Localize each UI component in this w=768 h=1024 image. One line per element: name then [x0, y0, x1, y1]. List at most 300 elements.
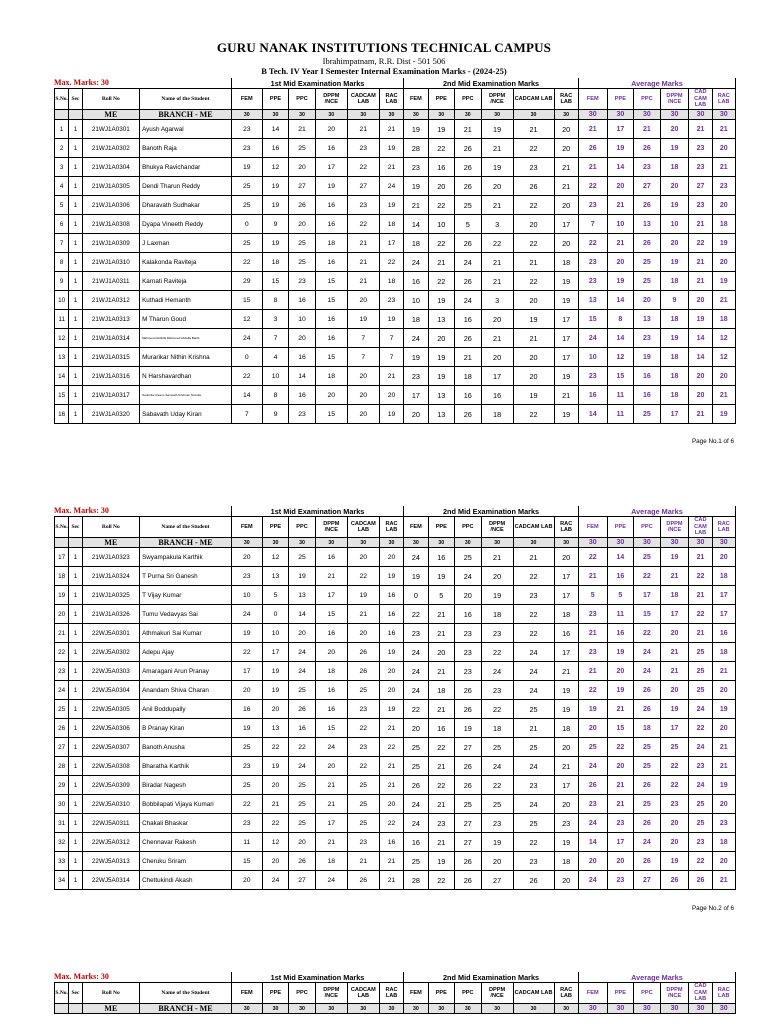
mid2-mark-cell: 24	[513, 795, 554, 814]
marks-table	[54, 506, 736, 890]
average-mark-cell: 24	[634, 833, 661, 852]
roll-cell: 22WJ5A0306	[82, 719, 139, 738]
mid1-mark-cell: 19	[231, 719, 262, 738]
average-mark-cell: 18	[712, 215, 735, 234]
average-mark-cell: 25	[634, 272, 661, 291]
mid2-mark-cell: 20	[513, 367, 554, 386]
average-mark-cell: 22	[634, 567, 661, 586]
average-mark-cell: 26	[634, 814, 661, 833]
mid2-mark-cell: 21	[554, 386, 578, 405]
mid2-mark-cell: 25	[404, 738, 428, 757]
mid1-mark-cell: 25	[289, 814, 316, 833]
mid2-mark-cell: 22	[513, 605, 554, 624]
max-mark-cell: 30	[231, 110, 262, 120]
max-mark-cell: 30	[455, 110, 482, 120]
student-name-cell: T Vijay Kumar	[140, 586, 232, 605]
sno-cell: 26	[55, 719, 69, 738]
mid2-mark-cell: 23	[404, 624, 428, 643]
average-mark-cell: 20	[689, 291, 712, 310]
mid2-mark-cell: 22	[428, 196, 455, 215]
mid2-mark-cell: 27	[455, 814, 482, 833]
max-mark-cell: 30	[347, 110, 379, 120]
mid1-mark-cell: 25	[289, 253, 316, 272]
col-dppm-avg: DPPM /NCE	[660, 89, 689, 110]
roll-cell: 21WJ1A0308	[82, 215, 139, 234]
mid2-mark-cell: 26	[455, 139, 482, 158]
branch-code: ME	[82, 538, 139, 548]
mid1-mark-cell: 25	[347, 795, 379, 814]
sec-cell: 1	[69, 234, 82, 253]
max-mark-cell: 30	[481, 1004, 513, 1014]
mid1-mark-cell: 7	[379, 329, 403, 348]
average-mark-cell: 21	[689, 120, 712, 139]
average-mark-cell: 22	[689, 605, 712, 624]
mid1-mark-cell: 21	[379, 367, 403, 386]
mid1-mark-cell: 25	[289, 776, 316, 795]
max-mark-cell: 30	[428, 1004, 455, 1014]
page-number-label: Page No.2 of 6	[691, 905, 734, 912]
header-spacer	[55, 78, 232, 89]
col-cadcam-avg: CAD CAM LAB	[689, 517, 712, 538]
branch-spacer	[55, 538, 69, 548]
mid1-mark-cell: 20	[262, 700, 289, 719]
mid2-mark-cell: 22	[481, 234, 513, 253]
average-mark-cell: 26	[578, 776, 607, 795]
average-mark-cell: 8	[607, 310, 634, 329]
mid1-mark-cell: 24	[379, 177, 403, 196]
mid1-mark-cell: 20	[289, 329, 316, 348]
mid2-mark-cell: 17	[554, 348, 578, 367]
student-name-cell: Nuduzila Greenu Sampath Krishnan Nuzulla	[140, 386, 232, 405]
col-ppe-mid1: PPE	[262, 983, 289, 1004]
student-name-cell: Murarikar Nithin Krishna	[140, 348, 232, 367]
average-mark-cell: 20	[660, 814, 689, 833]
student-name-cell: Mahmood Abdulla Mahmood Abdulla Bakhi	[140, 329, 232, 348]
average-mark-cell: 14	[607, 291, 634, 310]
mid2-mark-cell: 17	[481, 367, 513, 386]
col-fem-avg: FEM	[578, 983, 607, 1004]
mid2-mark-cell: 5	[428, 586, 455, 605]
average-mark-cell: 24	[689, 738, 712, 757]
mid2-group-header: 2nd Mid Examination Marks	[404, 972, 579, 983]
mid1-mark-cell: 24	[262, 871, 289, 890]
mid1-mark-cell: 22	[262, 738, 289, 757]
mid2-mark-cell: 20	[428, 177, 455, 196]
roll-cell: 21WJ1A0326	[82, 605, 139, 624]
average-mark-cell: 27	[689, 177, 712, 196]
mid1-mark-cell: 15	[315, 272, 347, 291]
mid1-mark-cell: 20	[231, 871, 262, 890]
mid1-mark-cell: 24	[315, 871, 347, 890]
mid1-mark-cell: 19	[262, 757, 289, 776]
mid2-mark-cell: 21	[481, 139, 513, 158]
average-mark-cell: 25	[634, 405, 661, 424]
col-name: Name of the Student	[140, 983, 232, 1004]
mid1-mark-cell: 21	[262, 795, 289, 814]
max-mark-cell: 30	[513, 538, 554, 548]
max-mark-cell: 30	[428, 538, 455, 548]
average-mark-cell: 19	[660, 253, 689, 272]
mid2-mark-cell: 19	[554, 291, 578, 310]
average-mark-cell: 18	[634, 719, 661, 738]
average-mark-cell: 26	[634, 681, 661, 700]
mid1-mark-cell: 19	[347, 586, 379, 605]
mid2-mark-cell: 23	[404, 158, 428, 177]
mid2-mark-cell: 19	[554, 681, 578, 700]
roll-cell: 21WJ1A0316	[82, 367, 139, 386]
mid1-mark-cell: 21	[347, 272, 379, 291]
mid2-mark-cell: 23	[481, 814, 513, 833]
average-mark-cell: 18	[660, 386, 689, 405]
mid2-mark-cell: 13	[428, 405, 455, 424]
mid1-mark-cell: 10	[262, 624, 289, 643]
mid1-mark-cell: 25	[347, 814, 379, 833]
sno-cell: 11	[55, 310, 69, 329]
average-mark-cell: 26	[634, 196, 661, 215]
average-mark-cell: 18	[660, 367, 689, 386]
student-name-cell: B Pranay Kiran	[140, 719, 232, 738]
max-mark-cell: 30	[315, 110, 347, 120]
mid2-mark-cell: 17	[404, 386, 428, 405]
mid1-mark-cell: 19	[347, 310, 379, 329]
mid2-mark-cell: 21	[428, 757, 455, 776]
mid2-mark-cell: 19	[455, 719, 482, 738]
mid1-mark-cell: 23	[231, 567, 262, 586]
table-row	[55, 833, 736, 852]
mid1-mark-cell: 20	[315, 643, 347, 662]
mid1-mark-cell: 15	[262, 272, 289, 291]
average-mark-cell: 18	[660, 310, 689, 329]
average-mark-cell: 24	[689, 776, 712, 795]
mid2-mark-cell: 13	[428, 386, 455, 405]
mid2-mark-cell: 14	[404, 215, 428, 234]
mid1-mark-cell: 22	[289, 738, 316, 757]
average-mark-cell: 20	[712, 719, 735, 738]
mid1-mark-cell: 16	[379, 605, 403, 624]
average-mark-cell: 11	[607, 605, 634, 624]
mid2-mark-cell: 24	[513, 681, 554, 700]
average-mark-cell: 16	[578, 386, 607, 405]
col-dppm-mid2: DPPM /NCE	[481, 517, 513, 538]
mid2-mark-cell: 0	[404, 586, 428, 605]
mid2-mark-cell: 21	[513, 719, 554, 738]
branch-label: BRANCH - ME	[140, 1004, 232, 1014]
mid2-mark-cell: 18	[481, 605, 513, 624]
mid2-mark-cell: 26	[455, 405, 482, 424]
mid1-mark-cell: 20	[289, 624, 316, 643]
mid1-mark-cell: 23	[289, 405, 316, 424]
table-row	[55, 310, 736, 329]
col-ppc-mid1: PPC	[289, 517, 316, 538]
student-name-cell: Amaragani Arun Pranay	[140, 662, 232, 681]
table-row	[55, 272, 736, 291]
branch-spacer	[55, 110, 69, 120]
roll-cell: 21WJ1A0309	[82, 234, 139, 253]
mid2-mark-cell: 21	[428, 662, 455, 681]
average-mark-cell: 21	[712, 386, 735, 405]
roll-cell: 22WJ5A0313	[82, 852, 139, 871]
sec-cell: 1	[69, 643, 82, 662]
mid1-mark-cell: 23	[231, 757, 262, 776]
mid2-mark-cell: 10	[404, 291, 428, 310]
mid1-mark-cell: 13	[289, 586, 316, 605]
mid2-mark-cell: 26	[455, 681, 482, 700]
max-mark-cell: 30	[289, 1004, 316, 1014]
mid1-mark-cell: 19	[315, 177, 347, 196]
mid2-mark-cell: 21	[481, 272, 513, 291]
sno-cell: 12	[55, 329, 69, 348]
table-row	[55, 405, 736, 424]
mid1-mark-cell: 20	[379, 681, 403, 700]
mid1-mark-cell: 29	[231, 272, 262, 291]
col-rac-mid2: RAC LAB	[554, 517, 578, 538]
mid2-mark-cell: 22	[428, 871, 455, 890]
mid1-mark-cell: 26	[347, 662, 379, 681]
max-mark-cell: 30	[262, 110, 289, 120]
sec-cell: 1	[69, 738, 82, 757]
average-mark-cell: 14	[578, 833, 607, 852]
mid1-mark-cell: 19	[262, 177, 289, 196]
average-mark-cell: 23	[689, 139, 712, 158]
average-mark-cell: 25	[578, 738, 607, 757]
sno-cell: 13	[55, 348, 69, 367]
roll-cell: 21WJ1A0313	[82, 310, 139, 329]
mid1-mark-cell: 23	[347, 139, 379, 158]
col-dppm-mid1: DPPM /NCE	[315, 983, 347, 1004]
mid1-mark-cell: 12	[262, 833, 289, 852]
average-mark-cell: 18	[660, 586, 689, 605]
mid2-mark-cell: 16	[428, 158, 455, 177]
sec-cell: 1	[69, 605, 82, 624]
col-fem-mid1: FEM	[231, 89, 262, 110]
student-name-cell: Chakali Bhaskar	[140, 814, 232, 833]
student-name-cell: Anil Boddupally	[140, 700, 232, 719]
average-mark-cell: 14	[689, 329, 712, 348]
mid2-mark-cell: 19	[404, 567, 428, 586]
max-mark-cell: 30	[578, 110, 607, 120]
average-mark-cell: 21	[712, 738, 735, 757]
table-row	[55, 291, 736, 310]
mid1-mark-cell: 15	[315, 348, 347, 367]
col-ppc-mid1: PPC	[289, 983, 316, 1004]
average-mark-cell: 20	[712, 253, 735, 272]
mid2-mark-cell: 22	[428, 776, 455, 795]
average-mark-cell: 11	[607, 405, 634, 424]
max-mark-cell: 30	[634, 1004, 661, 1014]
max-mark-cell: 30	[315, 538, 347, 548]
mid1-mark-cell: 20	[347, 367, 379, 386]
roll-cell: 22WJ5A0311	[82, 814, 139, 833]
mid2-mark-cell: 19	[481, 158, 513, 177]
average-mark-cell: 17	[660, 405, 689, 424]
mid2-mark-cell: 17	[554, 215, 578, 234]
sno-cell: 6	[55, 215, 69, 234]
mid1-mark-cell: 25	[289, 139, 316, 158]
average-mark-cell: 16	[712, 624, 735, 643]
average-mark-cell: 24	[689, 700, 712, 719]
average-mark-cell: 17	[712, 586, 735, 605]
mid1-mark-cell: 7	[231, 405, 262, 424]
average-mark-cell: 22	[578, 548, 607, 567]
mid2-mark-cell: 21	[428, 795, 455, 814]
sec-cell: 1	[69, 586, 82, 605]
sec-cell: 1	[69, 291, 82, 310]
mid1-mark-cell: 12	[231, 310, 262, 329]
student-name-cell: Bhukya Ravichandar	[140, 158, 232, 177]
average-mark-cell: 19	[660, 139, 689, 158]
mid2-mark-cell: 26	[455, 776, 482, 795]
sno-cell: 7	[55, 234, 69, 253]
mid1-mark-cell: 16	[289, 719, 316, 738]
mid1-mark-cell: 21	[347, 120, 379, 139]
average-mark-cell: 23	[578, 367, 607, 386]
mid2-mark-cell: 16	[404, 833, 428, 852]
sec-cell: 1	[69, 548, 82, 567]
sno-cell: 20	[55, 605, 69, 624]
mid1-mark-cell: 20	[231, 548, 262, 567]
roll-cell: 22WJ5A0312	[82, 833, 139, 852]
roll-cell: 22WJ5A0309	[82, 776, 139, 795]
average-mark-cell: 21	[689, 548, 712, 567]
mid1-mark-cell: 15	[231, 291, 262, 310]
mid2-mark-cell: 18	[481, 405, 513, 424]
mid1-mark-cell: 20	[347, 405, 379, 424]
sec-cell: 1	[69, 871, 82, 890]
sec-cell: 1	[69, 681, 82, 700]
sec-cell: 1	[69, 405, 82, 424]
mid1-mark-cell: 18	[262, 253, 289, 272]
mid2-mark-cell: 24	[404, 814, 428, 833]
mid2-mark-cell: 22	[428, 738, 455, 757]
average-mark-cell: 10	[607, 215, 634, 234]
average-mark-cell: 21	[607, 196, 634, 215]
mid1-mark-cell: 16	[315, 329, 347, 348]
mid2-mark-cell: 19	[428, 120, 455, 139]
mid2-mark-cell: 21	[513, 120, 554, 139]
mid2-mark-cell: 24	[404, 548, 428, 567]
mid2-mark-cell: 21	[554, 177, 578, 196]
roll-cell: 22WJ5A0302	[82, 643, 139, 662]
mid2-mark-cell: 16	[455, 605, 482, 624]
table-row	[55, 643, 736, 662]
mid1-mark-cell: 20	[379, 548, 403, 567]
mid1-mark-cell: 25	[289, 548, 316, 567]
max-mark-cell: 30	[379, 1004, 403, 1014]
mid1-mark-cell: 24	[289, 662, 316, 681]
average-mark-cell: 23	[712, 177, 735, 196]
mid2-mark-cell: 21	[481, 329, 513, 348]
col-ppe-mid2: PPE	[428, 517, 455, 538]
table-row	[55, 348, 736, 367]
max-mark-cell: 30	[554, 110, 578, 120]
max-mark-cell: 30	[689, 110, 712, 120]
average-mark-cell: 14	[607, 548, 634, 567]
average-mark-cell: 21	[634, 120, 661, 139]
mid2-mark-cell: 23	[404, 367, 428, 386]
mid2-mark-cell: 22	[481, 776, 513, 795]
sno-cell: 16	[55, 405, 69, 424]
average-mark-cell: 25	[689, 795, 712, 814]
mid1-mark-cell: 20	[231, 681, 262, 700]
mid1-mark-cell: 20	[315, 120, 347, 139]
mid1-mark-cell: 20	[315, 386, 347, 405]
mid2-mark-cell: 23	[513, 158, 554, 177]
max-mark-cell: 30	[455, 538, 482, 548]
mid1-mark-cell: 10	[289, 310, 316, 329]
col-ppc-avg: PPC	[634, 983, 661, 1004]
student-name-cell: Adepu Ajay	[140, 643, 232, 662]
mid1-mark-cell: 16	[379, 586, 403, 605]
mid2-mark-cell: 23	[513, 852, 554, 871]
mid2-mark-cell: 25	[455, 548, 482, 567]
mid2-mark-cell: 25	[513, 700, 554, 719]
average-mark-cell: 25	[634, 548, 661, 567]
mid1-mark-cell: 22	[379, 253, 403, 272]
average-mark-cell: 24	[578, 329, 607, 348]
average-mark-cell: 25	[660, 738, 689, 757]
table-row	[55, 386, 736, 405]
mid1-mark-cell: 20	[379, 386, 403, 405]
student-name-cell: Dendi Tharun Reddy	[140, 177, 232, 196]
table-row	[55, 215, 736, 234]
mid2-mark-cell: 25	[481, 795, 513, 814]
mid1-mark-cell: 25	[347, 776, 379, 795]
table-row	[55, 624, 736, 643]
sec-cell: 1	[69, 757, 82, 776]
average-mark-cell: 19	[660, 196, 689, 215]
roll-cell: 21WJ1A0320	[82, 405, 139, 424]
max-mark-cell: 30	[689, 538, 712, 548]
sno-cell: 29	[55, 776, 69, 795]
mid1-mark-cell: 16	[315, 548, 347, 567]
student-name-cell: M Tharun Goud	[140, 310, 232, 329]
average-mark-cell: 22	[689, 719, 712, 738]
average-mark-cell: 5	[578, 586, 607, 605]
average-mark-cell: 18	[660, 158, 689, 177]
average-mark-cell: 23	[578, 795, 607, 814]
average-mark-cell: 20	[712, 795, 735, 814]
max-mark-cell: 30	[607, 110, 634, 120]
average-mark-cell: 21	[689, 215, 712, 234]
max-marks-label: Max. Marks: 30	[54, 972, 109, 981]
average-mark-cell: 22	[660, 776, 689, 795]
mid1-mark-cell: 16	[315, 681, 347, 700]
sno-cell: 15	[55, 386, 69, 405]
average-mark-cell: 21	[578, 120, 607, 139]
mid2-mark-cell: 25	[455, 196, 482, 215]
mid2-mark-cell: 24	[404, 253, 428, 272]
mid1-mark-cell: 9	[262, 215, 289, 234]
col-rac-avg: RAC LAB	[712, 517, 735, 538]
average-mark-cell: 19	[607, 681, 634, 700]
student-name-cell: Dharavath Sudhakar	[140, 196, 232, 215]
roll-cell: 21WJ1A0325	[82, 586, 139, 605]
average-mark-cell: 24	[578, 814, 607, 833]
max-mark-cell: 30	[660, 538, 689, 548]
average-mark-cell: 10	[660, 215, 689, 234]
average-mark-cell: 17	[634, 586, 661, 605]
mid1-mark-cell: 16	[231, 700, 262, 719]
mid1-mark-cell: 21	[347, 605, 379, 624]
average-mark-cell: 21	[712, 158, 735, 177]
sno-cell: 17	[55, 548, 69, 567]
average-mark-cell: 24	[634, 662, 661, 681]
table-row	[55, 586, 736, 605]
mid1-mark-cell: 23	[231, 120, 262, 139]
mid1-group-header: 1st Mid Examination Marks	[231, 506, 403, 517]
mid2-mark-cell: 19	[404, 177, 428, 196]
mid2-mark-cell: 20	[554, 120, 578, 139]
